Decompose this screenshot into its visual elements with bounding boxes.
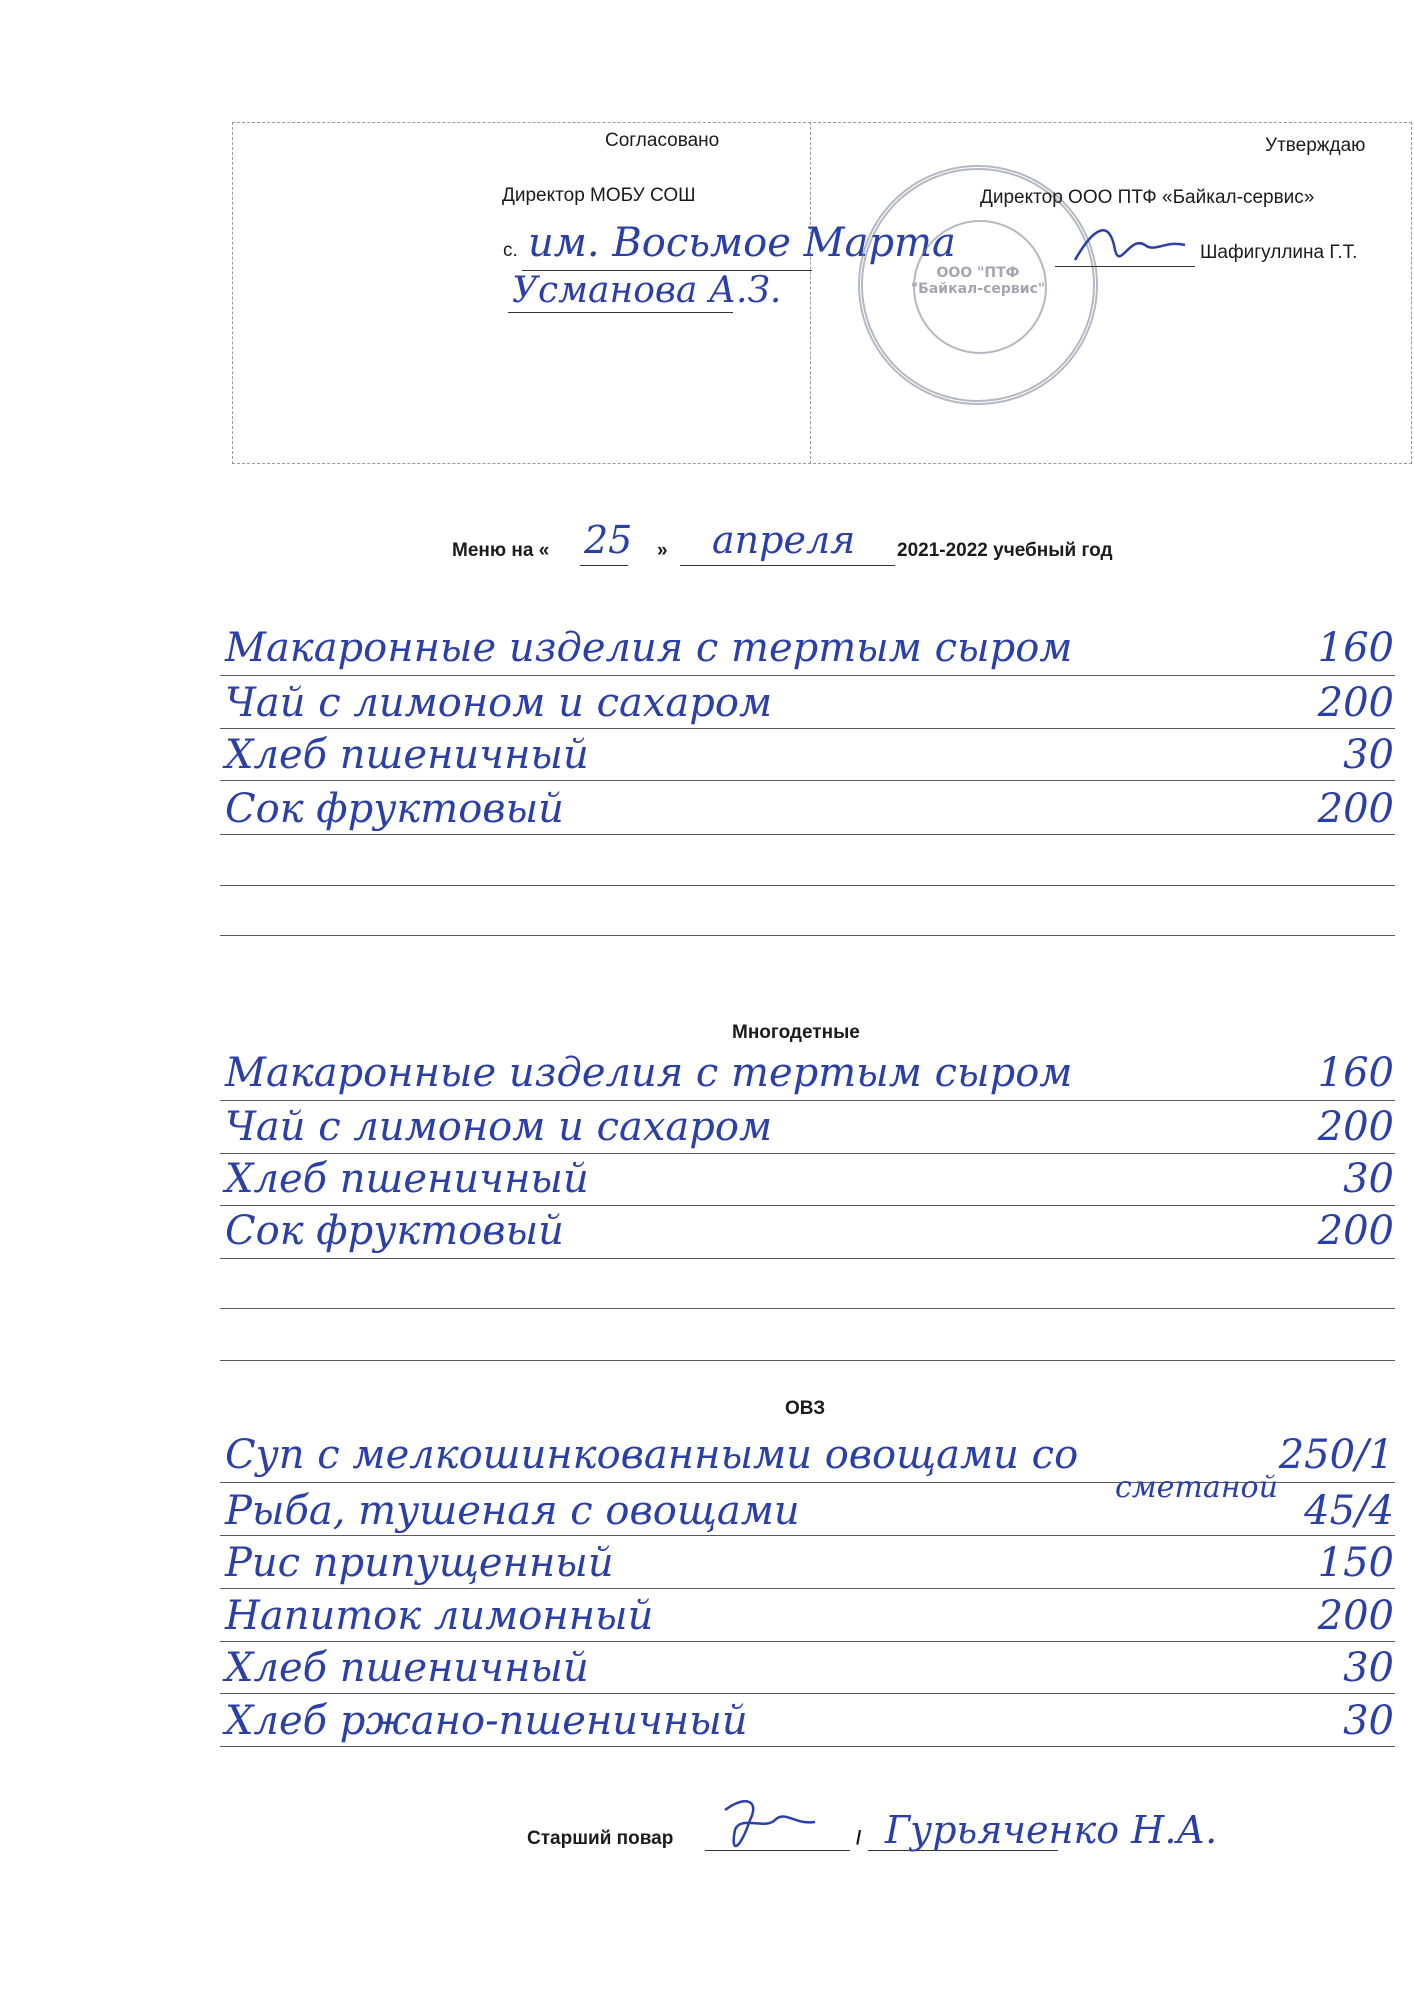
menu-day-underline	[580, 565, 628, 566]
approval-header-box	[232, 122, 1412, 464]
menu-item: Чай с лимоном и сахаром	[225, 1104, 773, 1150]
agreed-village: им. Восьмое Марта	[528, 220, 956, 266]
rule	[220, 780, 1395, 781]
agreed-title: Согласовано	[605, 130, 720, 151]
menu-item-qty: 250/1	[1278, 1432, 1394, 1478]
agreed-position: Директор МОБУ СОШ	[502, 185, 696, 206]
menu-item: Рис припущенный	[225, 1540, 614, 1586]
menu-item: Сок фруктовый	[225, 786, 564, 832]
menu-item-qty: 30	[1343, 1156, 1394, 1202]
menu-item: Напиток лимонный	[225, 1593, 654, 1639]
menu-item-qty: 30	[1343, 1645, 1394, 1691]
stamp-text: ООО "ПТФ "Байкал-сервис"	[910, 265, 1046, 297]
approval-header-divider	[810, 122, 811, 464]
rule	[220, 1205, 1395, 1206]
approve-title: Утверждаю	[1265, 135, 1366, 156]
menu-month-underline	[680, 565, 895, 566]
rule	[220, 1308, 1395, 1309]
menu-item-qty: 200	[1317, 1208, 1394, 1254]
approve-position: Директор ООО ПТФ «Байкал-сервис»	[980, 187, 1315, 208]
menu-item: Макаронные изделия с тертым сыром	[225, 1050, 1073, 1096]
footer-name: Гурьяченко Н.А.	[885, 1808, 1218, 1852]
menu-item: Суп с мелкошинкованными овощами со	[225, 1432, 1079, 1478]
rule	[220, 1100, 1395, 1101]
section-title-large-families: Многодетные	[732, 1022, 860, 1043]
menu-item-qty: 30	[1343, 732, 1394, 778]
agreed-name: Усманова А.З.	[512, 270, 782, 311]
approve-name: Шафигуллина Г.Т.	[1200, 242, 1358, 263]
rule	[220, 1153, 1395, 1154]
section-title-special-needs: ОВЗ	[785, 1398, 826, 1419]
cook-signature	[715, 1790, 825, 1860]
menu-item-qty: 200	[1317, 680, 1394, 726]
menu-title-mid: »	[657, 540, 668, 561]
rule	[220, 1360, 1395, 1361]
director-signature	[1070, 215, 1190, 275]
menu-item: Чай с лимоном и сахаром	[225, 680, 773, 726]
menu-day: 25	[584, 518, 633, 562]
menu-item: Рыба, тушеная с овощами	[225, 1488, 800, 1534]
menu-item: Макаронные изделия с тертым сыром	[225, 625, 1073, 671]
rule	[220, 1258, 1395, 1259]
footer-label: Старший повар	[527, 1828, 674, 1849]
menu-item: Хлеб пшеничный	[225, 1156, 589, 1202]
menu-month: апреля	[712, 518, 856, 562]
rule	[220, 935, 1395, 936]
menu-item-qty: 160	[1317, 625, 1394, 671]
menu-item-note: сметаной	[1115, 1470, 1278, 1505]
rule	[220, 834, 1395, 835]
menu-item-qty: 30	[1343, 1698, 1394, 1744]
menu-item-qty: 160	[1317, 1050, 1394, 1096]
menu-item-qty: 150	[1317, 1540, 1394, 1586]
menu-item-qty: 200	[1317, 786, 1394, 832]
rule	[220, 1746, 1395, 1747]
menu-item-qty: 200	[1317, 1593, 1394, 1639]
agreed-prefix: с.	[503, 240, 518, 261]
agreed-name-underline	[508, 312, 733, 313]
menu-title-prefix: Меню на «	[452, 540, 550, 561]
rule	[220, 728, 1395, 729]
rule	[220, 1641, 1395, 1642]
menu-item: Хлеб пшеничный	[225, 1645, 589, 1691]
footer-separator: /	[856, 1828, 862, 1849]
menu-title-suffix: 2021-2022 учебный год	[897, 540, 1113, 561]
menu-item: Хлеб пшеничный	[225, 732, 589, 778]
rule	[220, 1588, 1395, 1589]
menu-item-qty: 200	[1317, 1104, 1394, 1150]
rule	[220, 1535, 1395, 1536]
rule	[220, 675, 1395, 676]
menu-item-qty: 45/4	[1304, 1488, 1394, 1534]
menu-item: Сок фруктовый	[225, 1208, 564, 1254]
menu-item: Хлеб ржано-пшеничный	[225, 1698, 748, 1744]
rule	[220, 1693, 1395, 1694]
rule	[220, 885, 1395, 886]
